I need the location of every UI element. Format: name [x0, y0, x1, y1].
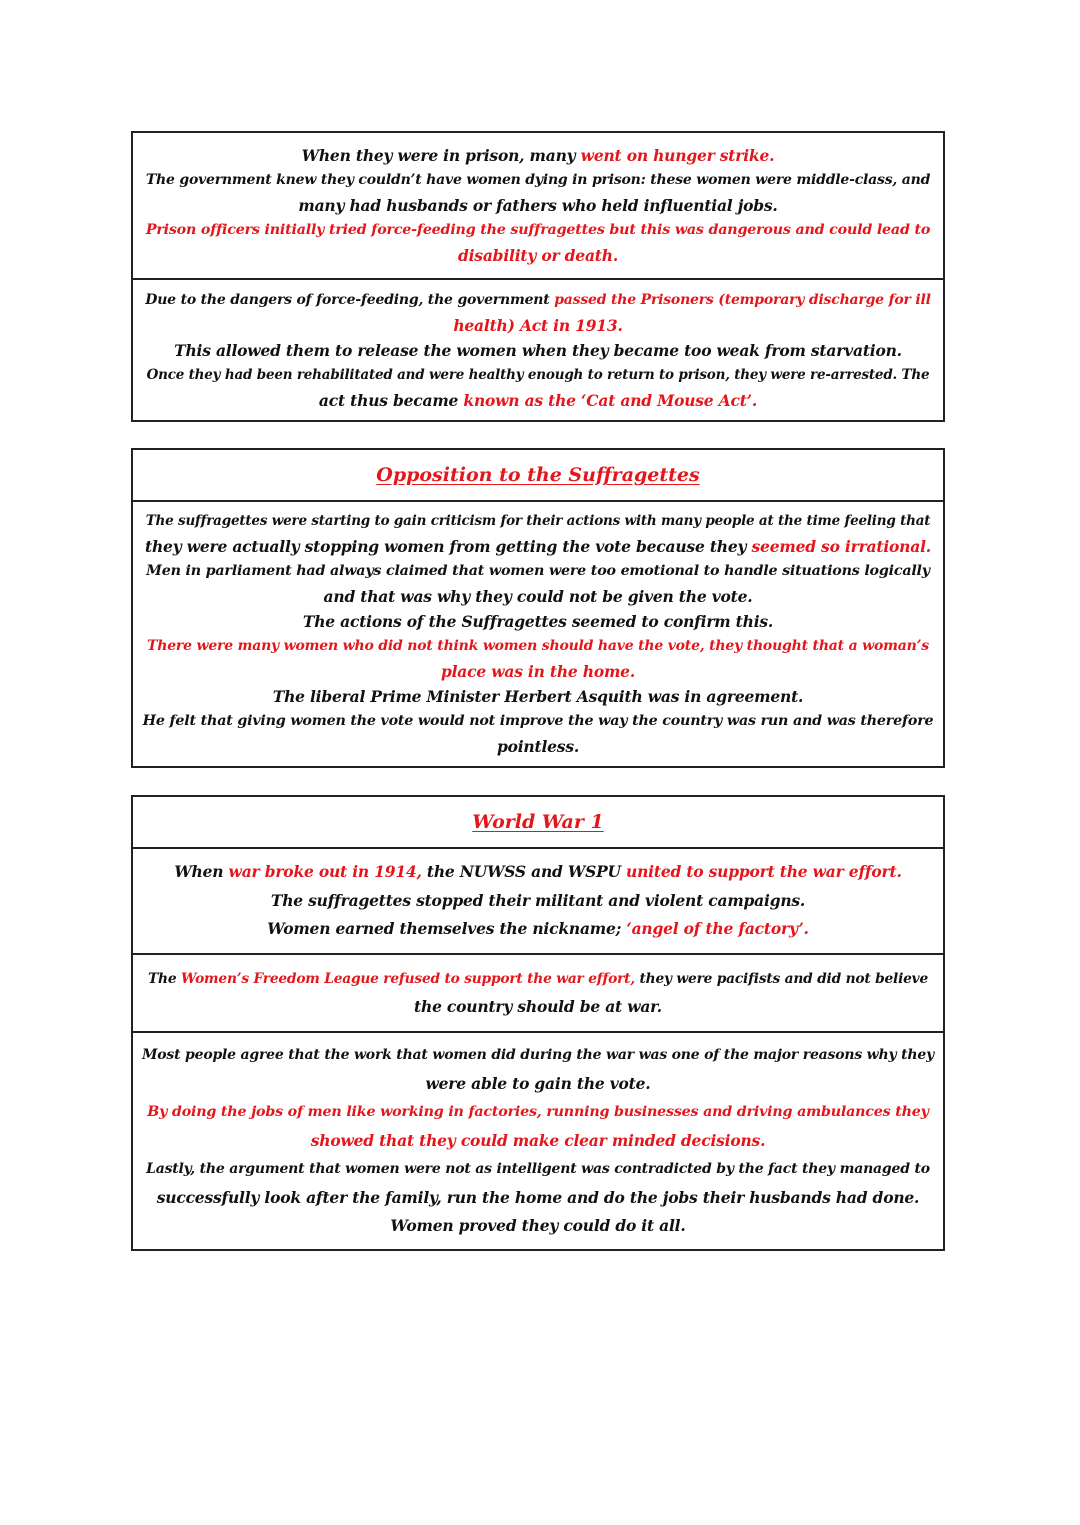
text-line: This allowed them to release the women when they became too weak from starvation. [174, 340, 902, 360]
text-line: Most people agree that the work that women did during the war was one of the major reasons why they [141, 1047, 935, 1064]
text-line: they were actually stopping women from getting the vote because they seemed so irrational. [145, 537, 931, 556]
text-line: act thus became known as the ‘Cat and Mouse Act’. [318, 390, 758, 410]
text-line: The suffragettes stopped their militant and violent campaigns. [270, 890, 806, 910]
text-line: He felt that giving women the vote would not improve the way the country was run and was therefore [142, 713, 934, 729]
text-line: The suffragettes were starting to gain criticism for their actions with many people at the time feeling that [145, 513, 931, 529]
highlight-text: war broke out in 1914, [228, 862, 422, 882]
text-line: The government knew they couldn’t have women dying in prison: these women were middle-class, and [145, 172, 931, 188]
highlight-text: ‘angel of the factory’. [626, 919, 809, 939]
highlight-text: went on hunger strike. [580, 146, 775, 165]
ww1-section [131, 795, 945, 1251]
text-line: pointless. [496, 737, 580, 756]
highlight-line: place was in the home. [440, 662, 636, 681]
hunger-strike-cell [133, 133, 943, 278]
ww1-heading-cell [133, 797, 943, 847]
text-line: the country should be at war. [414, 997, 662, 1016]
text-line: The actions of the Suffragettes seemed to confirm this. [302, 612, 774, 631]
highlight-line: showed that they could make clear minded decisions. [310, 1130, 766, 1150]
highlight-text: seemed so irrational. [751, 537, 931, 556]
freedom-league-cell [133, 953, 943, 1031]
text-line: Women proved they could do it all. [390, 1216, 686, 1236]
highlight-line: By doing the jobs of men like working in factories, running businesses and driving ambulances they [147, 1104, 929, 1121]
text-line: Lastly, the argument that women were not as intelligent was contradicted by the fact they managed to [146, 1161, 930, 1178]
text-line: many had husbands or fathers who held influential jobs. [298, 196, 778, 215]
prison-section [131, 131, 945, 422]
opposition-body-cell [133, 500, 943, 766]
highlight-text: Women’s Freedom League refused to support the war effort, [180, 970, 635, 987]
highlight-text: passed the Prisoners (temporary discharge for ill [554, 291, 931, 308]
section-heading: World War 1 [472, 811, 604, 833]
highlight-line: There were many women who did not think women should have the vote, they thought that a woman’s [147, 638, 929, 654]
text-line: Men in parliament had always claimed that women were too emotional to handle situations logically [146, 563, 930, 579]
text-line: successfully look after the family, run the home and do the jobs their husbands had done. [156, 1187, 920, 1207]
text-line: The liberal Prime Minister Herbert Asquith was in agreement. [272, 687, 804, 706]
war-effort-cell [133, 847, 943, 953]
opposition-heading-cell [133, 450, 943, 500]
opposition-section [131, 448, 945, 768]
text-line: were able to gain the vote. [425, 1073, 651, 1093]
text-line: Women earned themselves the nickname; ‘angel of the factory’. [267, 919, 809, 939]
text-line: Once they had been rehabilitated and were healthy enough to return to prison, they were re-arrested. The [146, 366, 930, 383]
text-line: and that was why they could not be given the vote. [323, 587, 753, 606]
text-line: When they were in prison, many went on hunger strike. [301, 146, 775, 165]
highlight-line: health) Act in 1913. [453, 315, 623, 335]
highlight-text: united to support the war effort. [626, 862, 902, 882]
highlight-text: known as the ‘Cat and Mouse Act’. [463, 390, 758, 410]
text-line: Due to the dangers of force-feeding, the government passed the Prisoners (temporary discharge for ill [145, 291, 931, 308]
highlight-line: disability or death. [457, 246, 619, 265]
vote-reasons-cell [133, 1031, 943, 1249]
section-heading: Opposition to the Suffragettes [376, 464, 700, 486]
highlight-line: Prison officers initially tried force-feeding the suffragettes but this was dangerous and could lead to [145, 222, 931, 238]
text-line: The Women’s Freedom League refused to support the war effort, they were pacifists and did not believe [147, 970, 928, 987]
text-line: When war broke out in 1914, the NUWSS and WSPU united to support the war effort. [174, 862, 902, 882]
cat-mouse-act-cell [133, 278, 943, 420]
